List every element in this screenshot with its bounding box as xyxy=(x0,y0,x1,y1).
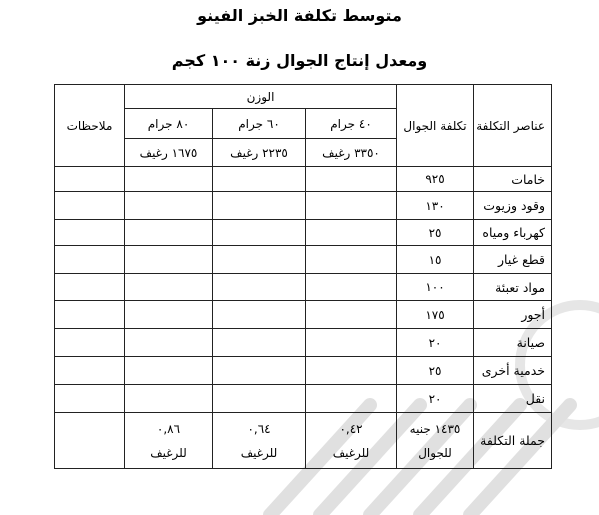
page-subtitle: ومعدل إنتاج الجوال زنة ١٠٠ كجم xyxy=(171,51,428,70)
total-row xyxy=(55,413,552,469)
row-cost: ١٣٠ xyxy=(397,192,474,220)
row-item: مواد تعبئة xyxy=(474,274,552,301)
row-item: أجور xyxy=(474,301,552,329)
total-cost-amount: ١٤٣٥ جنيه xyxy=(409,421,461,436)
row-cost: ٢٥ xyxy=(397,220,474,246)
table-row xyxy=(55,329,552,357)
table-row xyxy=(55,301,552,329)
row-cost: ٢٠ xyxy=(397,385,474,413)
loaves-60g: ٢٢٣٥ رغيف xyxy=(213,139,306,167)
table-row xyxy=(55,167,552,192)
row-item: خدمية أخرى xyxy=(474,357,552,385)
row-cost: ٩٢٥ xyxy=(397,167,474,192)
table-row xyxy=(55,246,552,274)
row-item: خامات xyxy=(474,167,552,192)
loaves-80g: ١٦٧٥ رغيف xyxy=(125,139,213,167)
row-item: قطع غيار xyxy=(474,246,552,274)
weight-60g: ٦٠ جرام xyxy=(213,109,306,139)
header-sack-cost: تكلفة الجوال xyxy=(397,85,474,167)
table-row xyxy=(55,385,552,413)
row-cost: ٢٠ xyxy=(397,329,474,357)
table-row xyxy=(55,357,552,385)
per-loaf-80g: ٠,٨٦ للرغيف xyxy=(125,413,213,469)
notes-cell xyxy=(55,413,125,469)
table-row xyxy=(55,220,552,246)
table-row xyxy=(55,192,552,220)
total-label: جملة التكلفة xyxy=(474,413,552,469)
header-cost-items: عناصر التكلفة xyxy=(474,85,552,167)
cost-table xyxy=(54,84,552,469)
total-cost-unit: للجوال xyxy=(418,445,452,460)
total-cost xyxy=(397,413,474,469)
row-cost: ١٥ xyxy=(397,246,474,274)
per-loaf-40g: ٠,٤٢ للرغيف xyxy=(306,413,397,469)
row-cost: ١٧٥ xyxy=(397,301,474,329)
weight-40g: ٤٠ جرام xyxy=(306,109,397,139)
loaves-40g: ٣٣٥٠ رغيف xyxy=(306,139,397,167)
page-title: متوسط تكلفة الخبز الفينو xyxy=(197,6,402,25)
row-item: كهرباء ومياه xyxy=(474,220,552,246)
header-notes: ملاحظات xyxy=(55,85,125,167)
header-weight: الوزن xyxy=(125,85,397,109)
row-cost: ٢٥ xyxy=(397,357,474,385)
table-row xyxy=(55,274,552,301)
per-loaf-60g: ٠,٦٤ للرغيف xyxy=(213,413,306,469)
row-item: نقل xyxy=(474,385,552,413)
row-cost: ١٠٠ xyxy=(397,274,474,301)
weight-80g: ٨٠ جرام xyxy=(125,109,213,139)
row-item: وقود وزيوت xyxy=(474,192,552,220)
row-item: صيانة xyxy=(474,329,552,357)
